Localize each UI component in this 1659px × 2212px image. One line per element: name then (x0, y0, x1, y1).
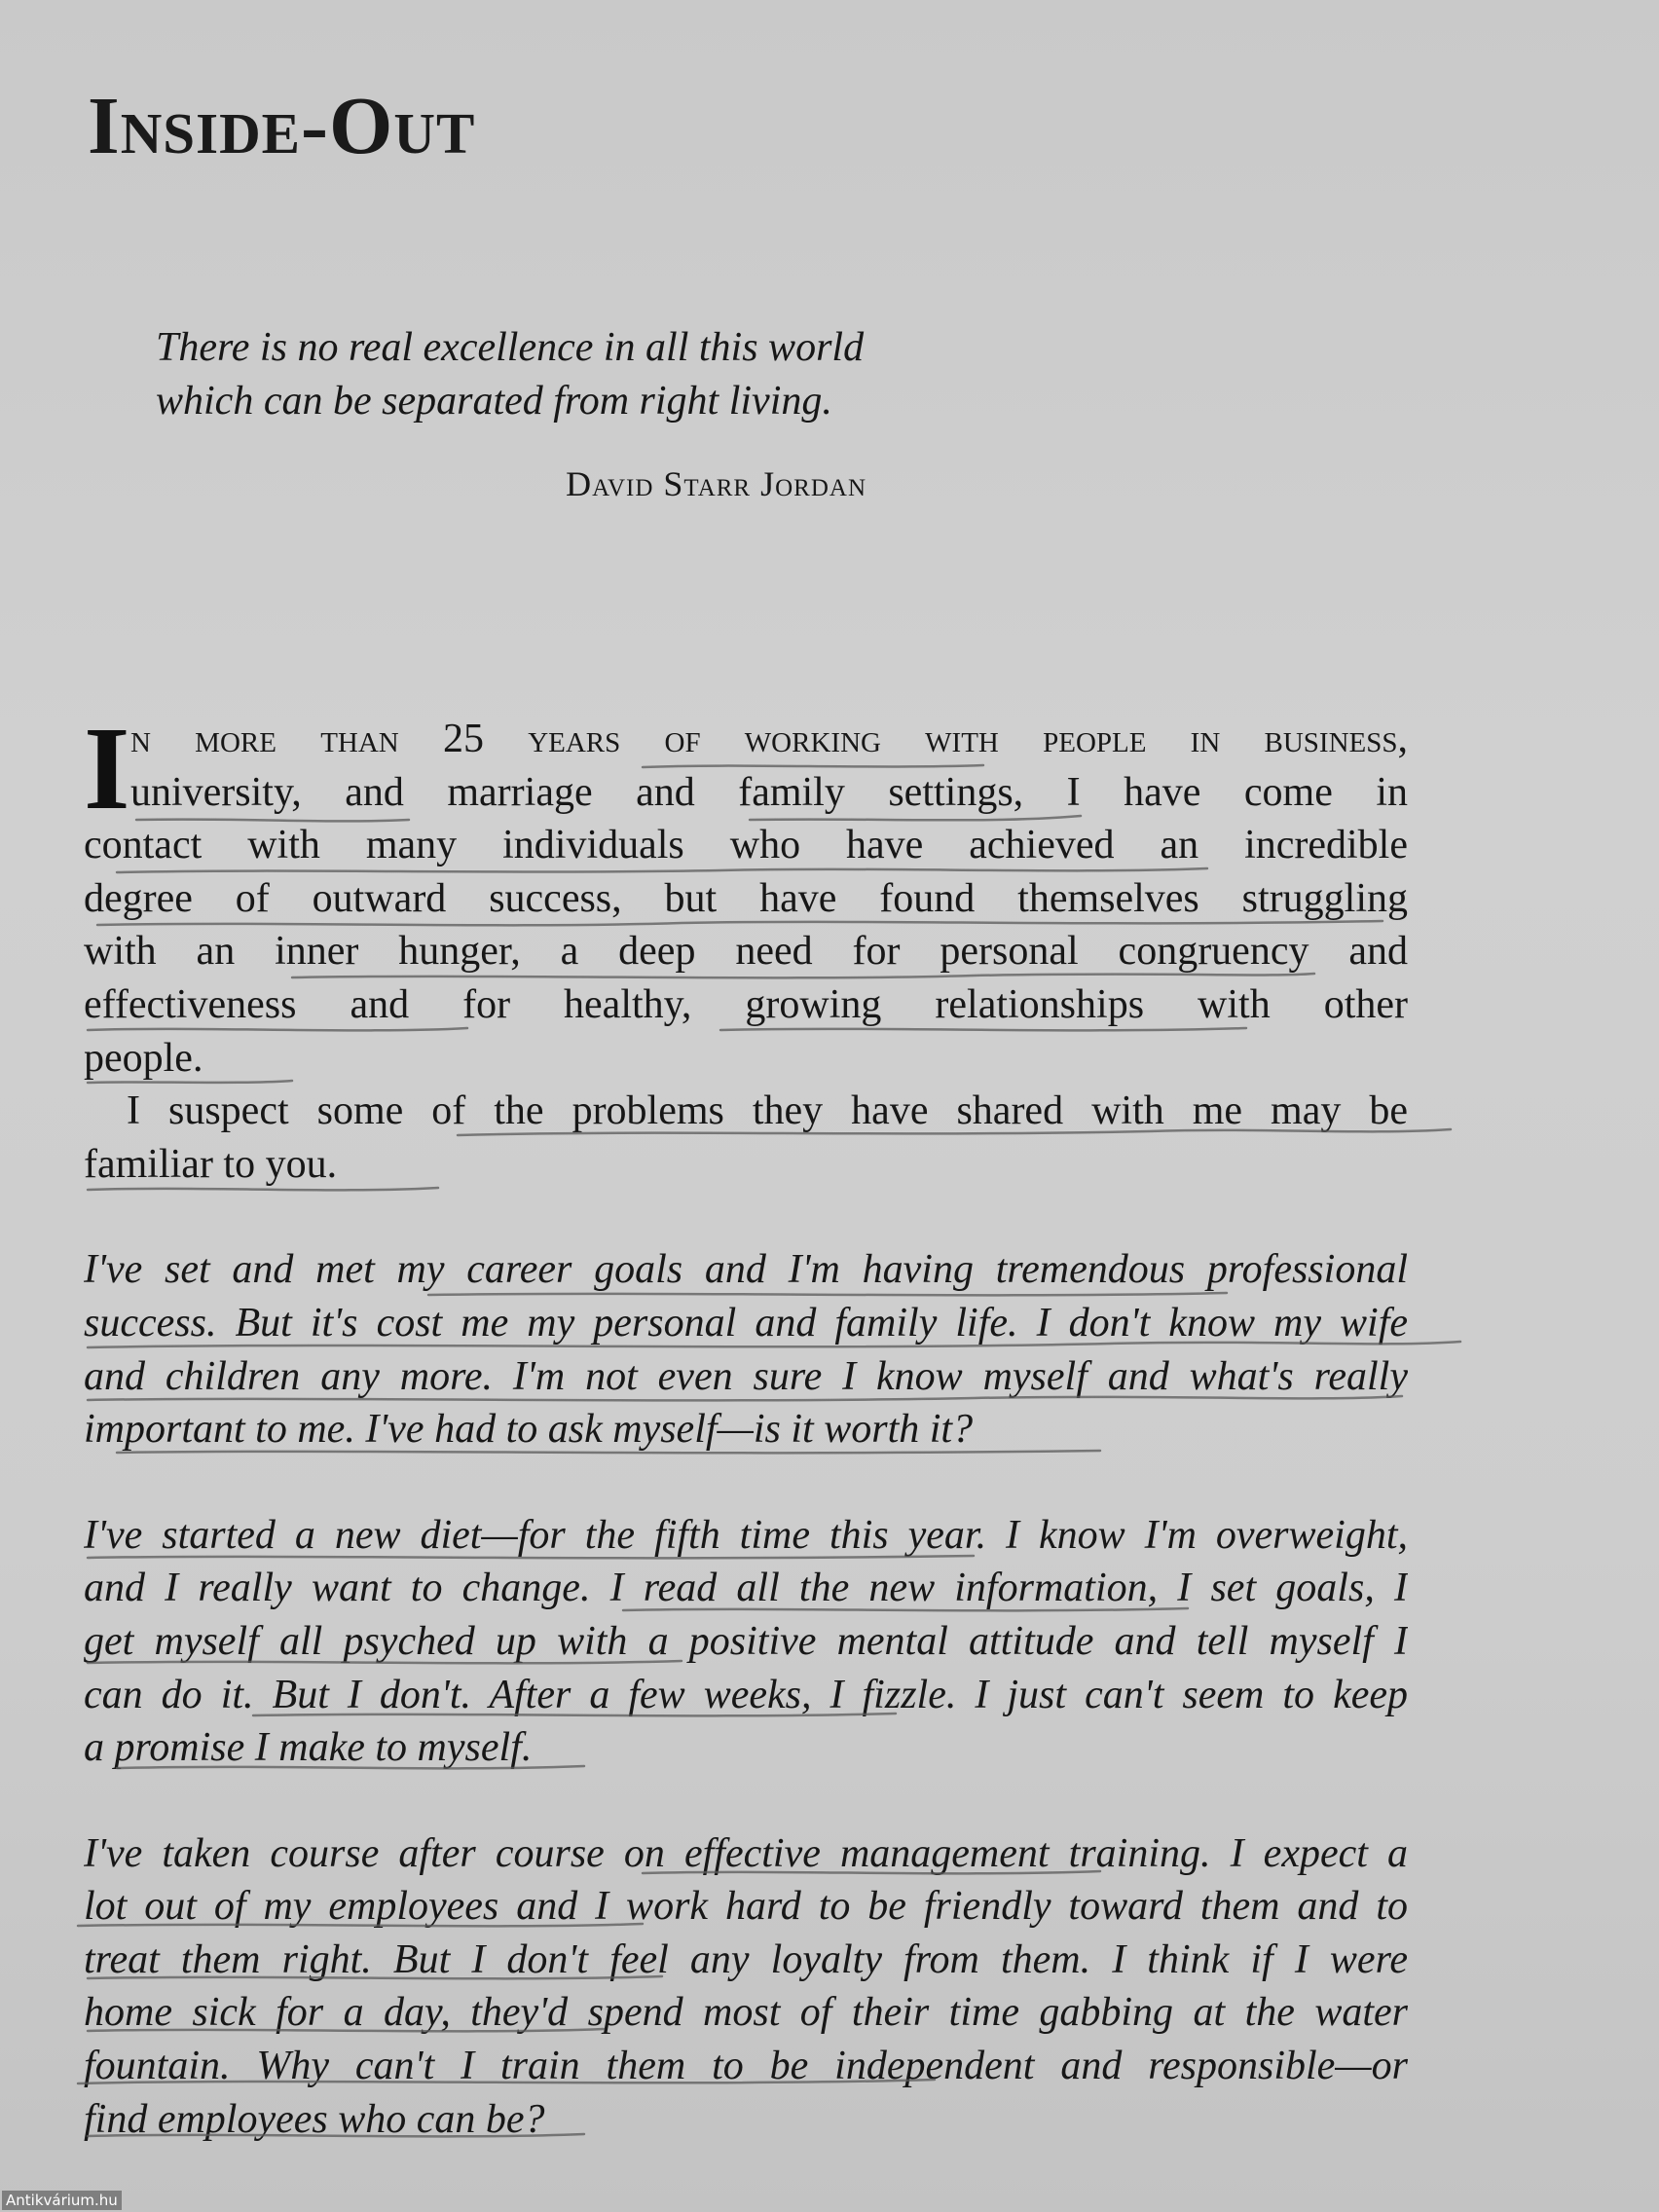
quote-management (84, 1827, 1408, 2147)
paragraph-line: I suspect some of the problems they have shared with me may be (127, 1088, 1408, 1134)
suspect-paragraph (84, 1085, 1408, 1191)
paragraph-line: with an inner hunger, a deep need for personal congruency and (84, 929, 1408, 975)
opening-paragraph (84, 703, 1408, 1085)
paragraph-line: n more than 25 years of working with people in business, (130, 717, 1408, 761)
quote-line: I've set and met my career goals and I'm having tremendous professional (84, 1247, 1408, 1293)
quote-line: fountain. Why can't I train them to be independent and responsible—or (84, 2044, 1408, 2089)
chapter-body (84, 703, 1408, 2146)
quote-line: can do it. But I don't. After a few weeks, I fizzle. I just can't seem to keep (84, 1672, 1408, 1717)
paragraph-gap (84, 1191, 1408, 1243)
paragraph-gap (84, 1775, 1408, 1827)
quote-line: important to me. I've had to ask myself—is it worth it? (84, 1407, 974, 1453)
quote-line: treat them right. But I don't feel any loyalty from them. I think if I were (84, 1936, 1408, 1982)
quote-line: and I really want to change. I read all the new information, I set goals, I (84, 1566, 1408, 1611)
quote-career (84, 1243, 1408, 1456)
quote-diet (84, 1509, 1408, 1775)
quote-line: get myself all psyched up with a positive mental attitude and tell myself I (84, 1618, 1408, 1664)
epigraph-attribution: David Starr Jordan (566, 464, 866, 503)
paragraph-line: effectiveness and for healthy, growing relationships with other (84, 981, 1408, 1027)
quote-line: I've taken course after course on effective management training. I expect a (84, 1830, 1408, 1876)
quote-line: success. But it's cost me my personal and family life. I don't know my wife (84, 1300, 1408, 1346)
quote-line: and children any more. I'm not even sure I know myself and what's really (84, 1353, 1408, 1399)
quote-line: home sick for a day, they'd spend most of their time gabbing at the water (84, 1990, 1408, 2036)
quote-line: I've started a new diet—for the fifth time this year. I know I'm overweight, (84, 1512, 1408, 1558)
chapter-title: Inside-Out (88, 81, 476, 171)
paragraph-line: familiar to you. (84, 1141, 338, 1187)
quote-line: find employees who can be? (84, 2096, 545, 2142)
quote-line: a promise I make to myself. (84, 1725, 533, 1771)
epigraph-line: which can be separated from right living. (156, 378, 832, 424)
paragraph-gap (84, 1456, 1408, 1509)
watermark: Antikvárium.hu (2, 2191, 122, 2210)
paragraph-line: university, and marriage and family settings, I have come in (130, 769, 1408, 815)
epigraph (156, 321, 866, 427)
quote-line: lot out of my employees and I work hard to be friendly toward them and to (84, 1884, 1408, 1930)
epigraph-line: There is no real excellence in all this world (156, 325, 865, 370)
paragraph-line: contact with many individuals who have achieved an incredible (84, 823, 1408, 868)
drop-cap: I (84, 703, 130, 834)
paragraph-line: people. (84, 1035, 203, 1081)
paragraph-line: degree of outward success, but have found themselves struggling (84, 875, 1408, 921)
